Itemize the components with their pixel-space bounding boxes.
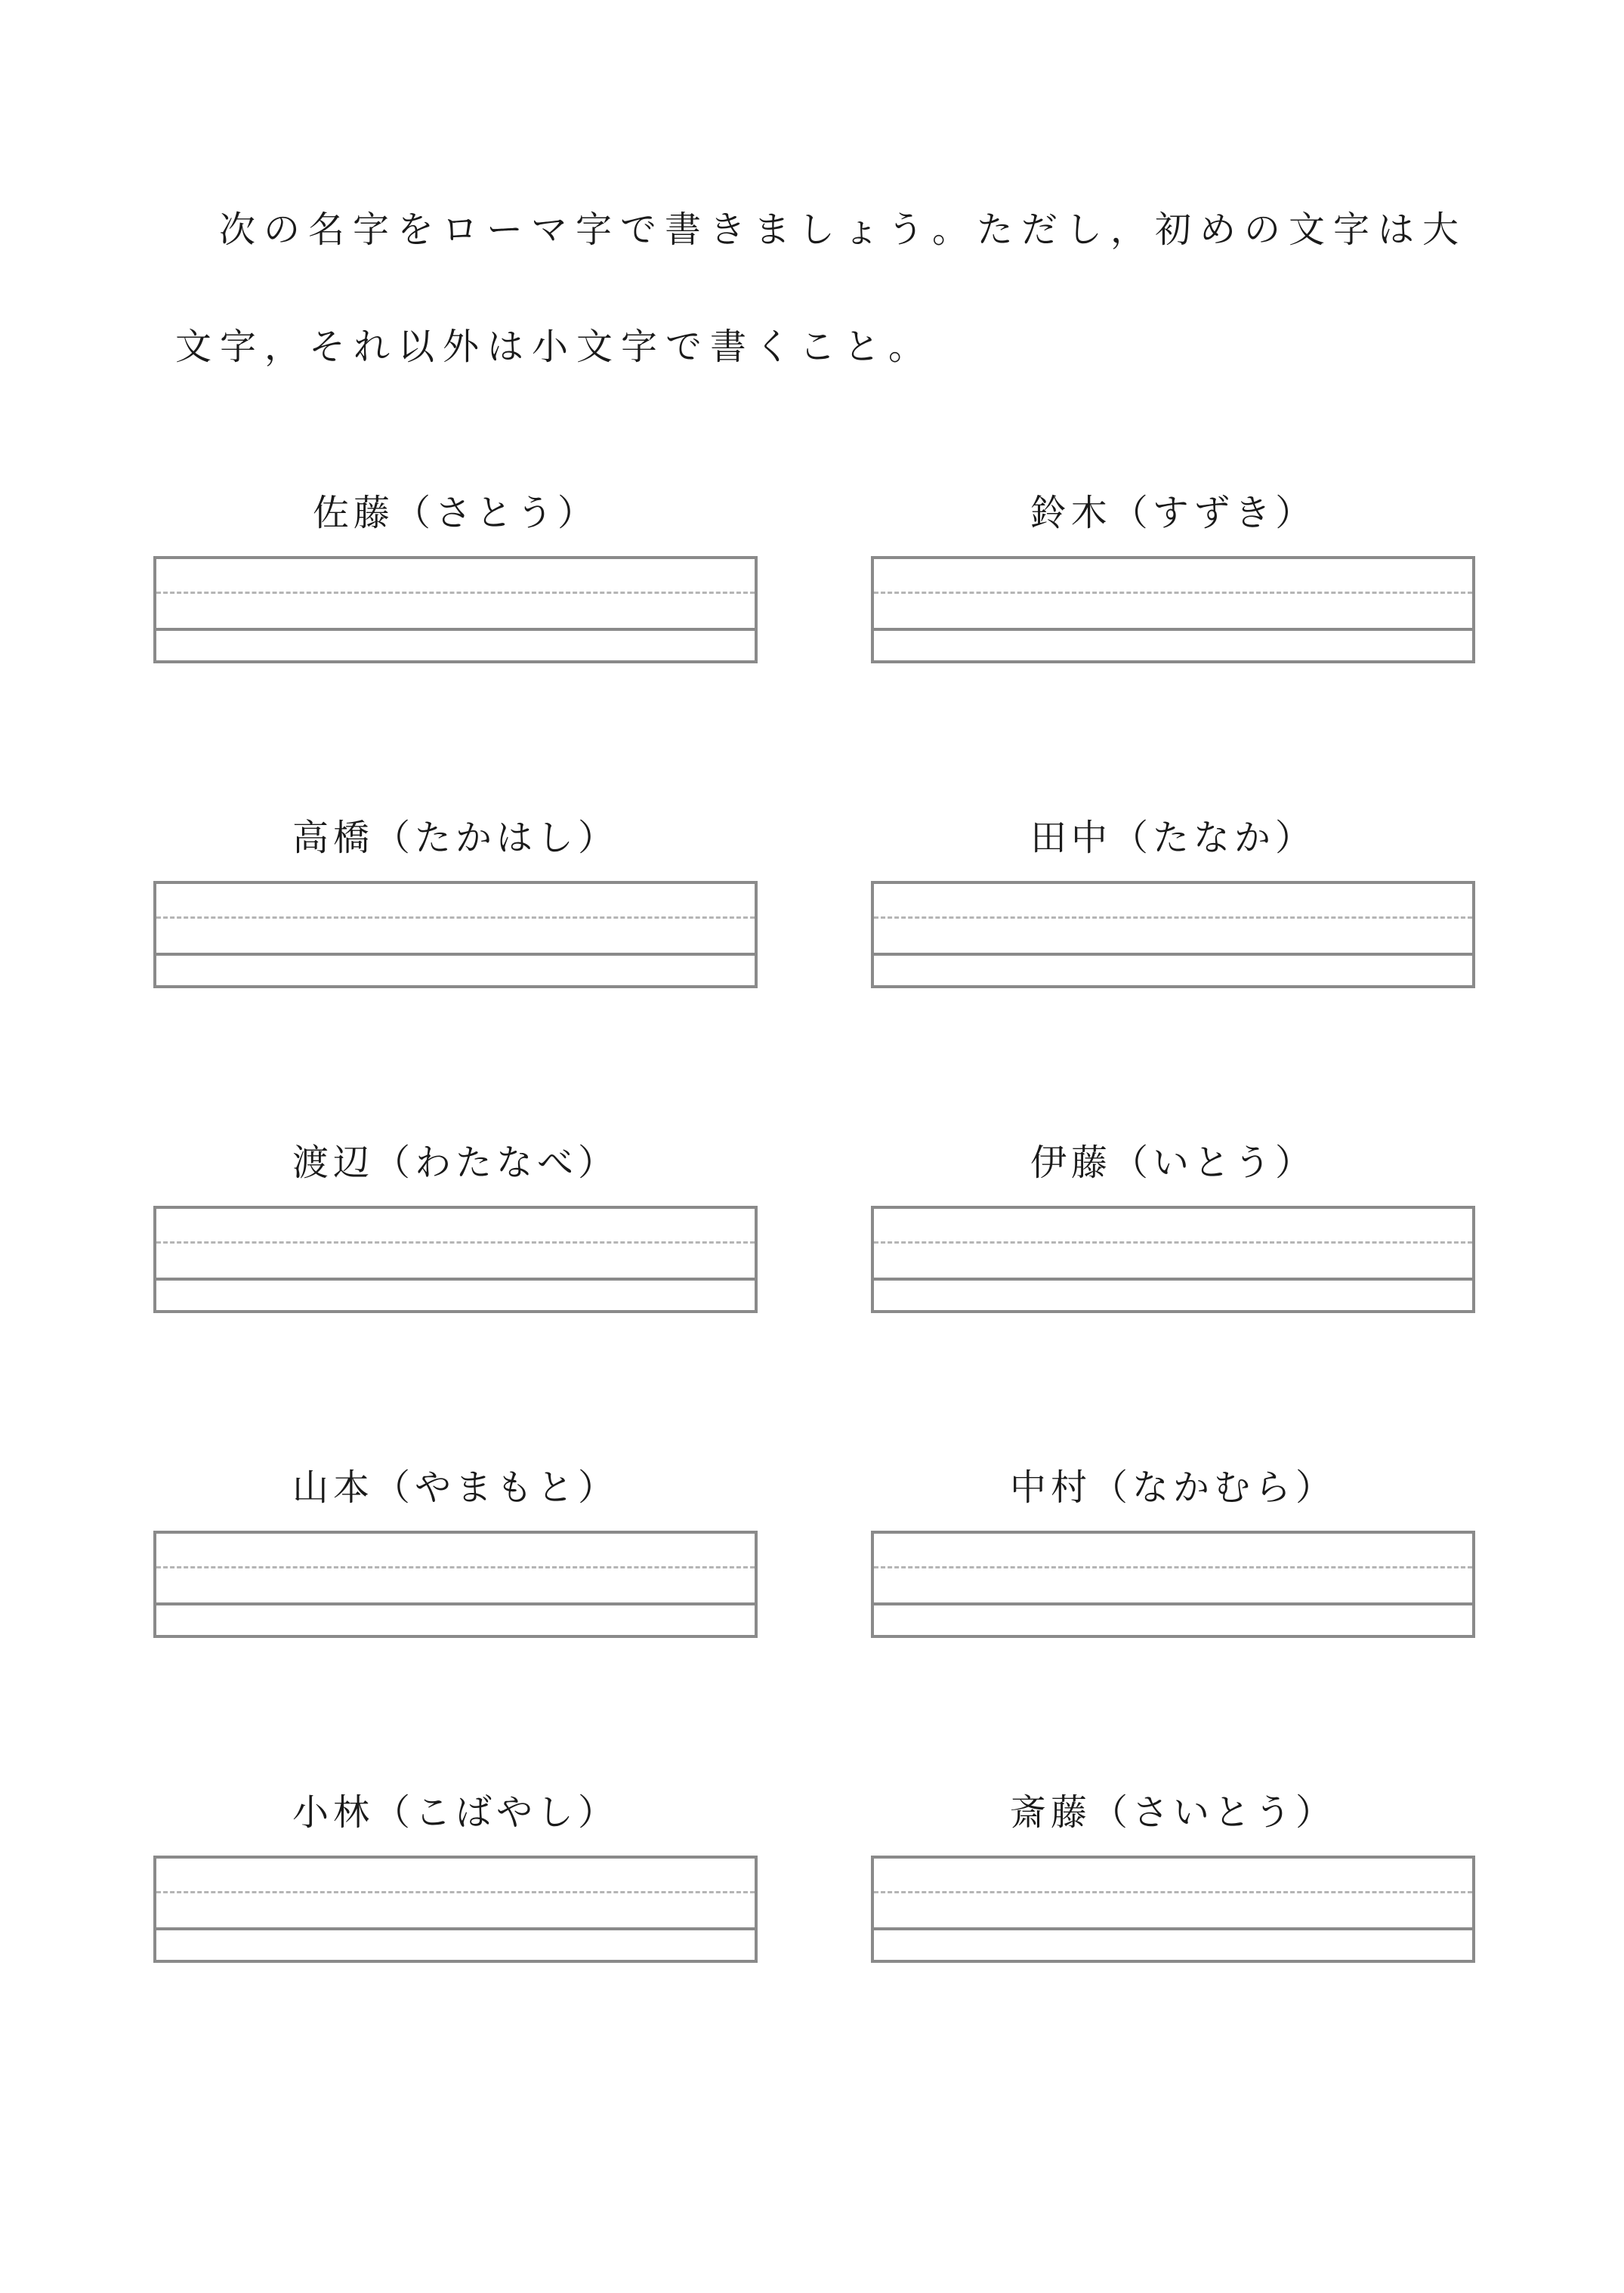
name-kanji: 小林 [292, 1791, 374, 1834]
answer-box-kobayashi[interactable] [153, 1856, 758, 1963]
name-kana: （わたなべ） [374, 1142, 619, 1184]
name-kana: （すずき） [1111, 492, 1317, 534]
name-kanji: 中村 [1009, 1466, 1091, 1509]
name-label-saito [871, 1791, 1475, 1834]
baseline-guide [874, 1927, 1472, 1930]
name-kana: （たなか） [1112, 817, 1317, 859]
name-kana: （たかはし） [374, 817, 619, 859]
name-kanji: 渡辺 [292, 1142, 374, 1184]
name-kanji: 伊藤 [1030, 1142, 1112, 1184]
baseline-guide [874, 628, 1472, 631]
name-kana: （さとう） [394, 492, 599, 534]
answer-box-nakamura[interactable] [871, 1531, 1475, 1638]
name-label-nakamura [871, 1466, 1475, 1509]
name-kanji: 高橋 [292, 817, 374, 859]
baseline-guide [874, 953, 1472, 956]
name-kanji: 山本 [292, 1466, 374, 1509]
midline-guide [156, 1891, 755, 1893]
name-kana: （いとう） [1112, 1142, 1317, 1184]
name-kana: （こばやし） [374, 1791, 619, 1834]
midline-guide [156, 1241, 755, 1244]
answer-box-suzuki[interactable] [871, 556, 1475, 663]
baseline-guide [156, 1602, 755, 1605]
answer-box-saito[interactable] [871, 1856, 1475, 1963]
baseline-guide [874, 1278, 1472, 1281]
baseline-guide [156, 628, 755, 631]
answer-box-sato[interactable] [153, 556, 758, 663]
midline-guide [156, 916, 755, 919]
answer-box-watanabe[interactable] [153, 1206, 758, 1313]
midline-guide [874, 1241, 1472, 1244]
name-label-suzuki [871, 492, 1475, 534]
name-kanji: 鈴木 [1030, 492, 1112, 534]
name-kanji: 田中 [1030, 817, 1112, 859]
name-kana: （やまもと） [374, 1466, 619, 1509]
name-label-tanaka [871, 817, 1475, 859]
baseline-guide [156, 1927, 755, 1930]
midline-guide [874, 592, 1472, 594]
name-kanji: 斎藤 [1009, 1791, 1091, 1834]
name-label-sato [153, 492, 758, 534]
name-label-kobayashi [153, 1791, 758, 1834]
midline-guide [874, 916, 1472, 919]
name-label-takahashi [153, 817, 758, 859]
instruction-line-2: 文字，それ以外は小文字で書くこと。 [175, 326, 934, 368]
name-kana: （さいとう） [1091, 1791, 1337, 1834]
baseline-guide [156, 1278, 755, 1281]
answer-box-yamamoto[interactable] [153, 1531, 758, 1638]
midline-guide [874, 1566, 1472, 1568]
baseline-guide [874, 1602, 1472, 1605]
midline-guide [156, 1566, 755, 1568]
name-label-yamamoto [153, 1466, 758, 1509]
name-label-watanabe [153, 1142, 758, 1184]
midline-guide [874, 1891, 1472, 1893]
baseline-guide [156, 953, 755, 956]
answer-box-takahashi[interactable] [153, 881, 758, 988]
name-label-ito [871, 1142, 1475, 1184]
answer-box-ito[interactable] [871, 1206, 1475, 1313]
answer-box-tanaka[interactable] [871, 881, 1475, 988]
name-kana: （なかむら） [1091, 1466, 1337, 1509]
midline-guide [156, 592, 755, 594]
name-kanji: 佐藤 [312, 492, 394, 534]
instruction-line-1: 次の名字をローマ字で書きましょう。ただし，初めの文字は大 [219, 209, 1468, 251]
